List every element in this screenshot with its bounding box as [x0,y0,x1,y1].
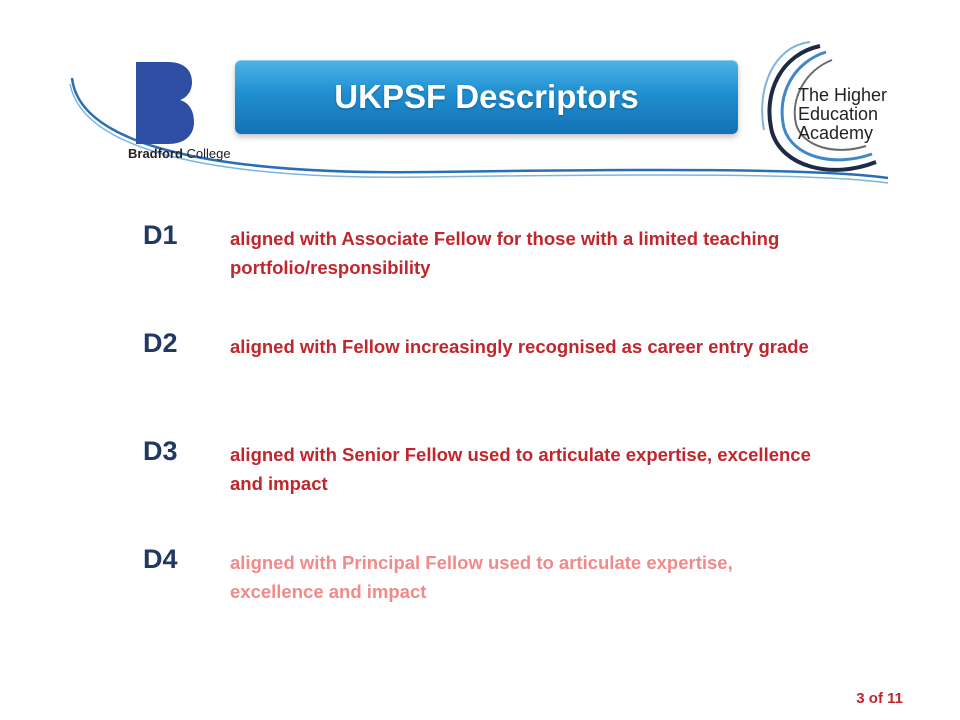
descriptor-text: aligned with Fellow increasingly recognised as career entry grade [230,336,809,357]
descriptor-code: D4 [143,544,178,574]
descriptor-text: aligned with Principal Fellow used to articulate expertise, excellence and impact [230,552,733,602]
higher-education-academy-logo [760,40,890,180]
hea-wordmark [798,86,888,143]
bradford-logo-name: Bradford [128,146,183,161]
bradford-college-wordmark [128,146,231,161]
bradford-logo-suffix: College [182,146,231,161]
page-indicator: 3 of 11 [856,690,903,707]
descriptor-code: D1 [143,220,178,250]
descriptor-code: D3 [143,436,178,466]
hea-line-2: Education [798,104,879,124]
descriptor-text: aligned with Senior Fellow used to articulate expertise, excellence and impact [230,444,811,494]
descriptor-text: aligned with Associate Fellow for those with a limited teaching portfolio/responsibility [230,228,780,278]
bradford-b-icon [134,60,194,144]
bradford-college-logo [128,58,238,168]
descriptor-code: D2 [143,328,178,358]
hea-line-1: The Higher [798,85,888,105]
hea-line-3: Academy [798,123,874,143]
page-title: UKPSF Descriptors [334,78,639,115]
title-banner [235,60,738,134]
